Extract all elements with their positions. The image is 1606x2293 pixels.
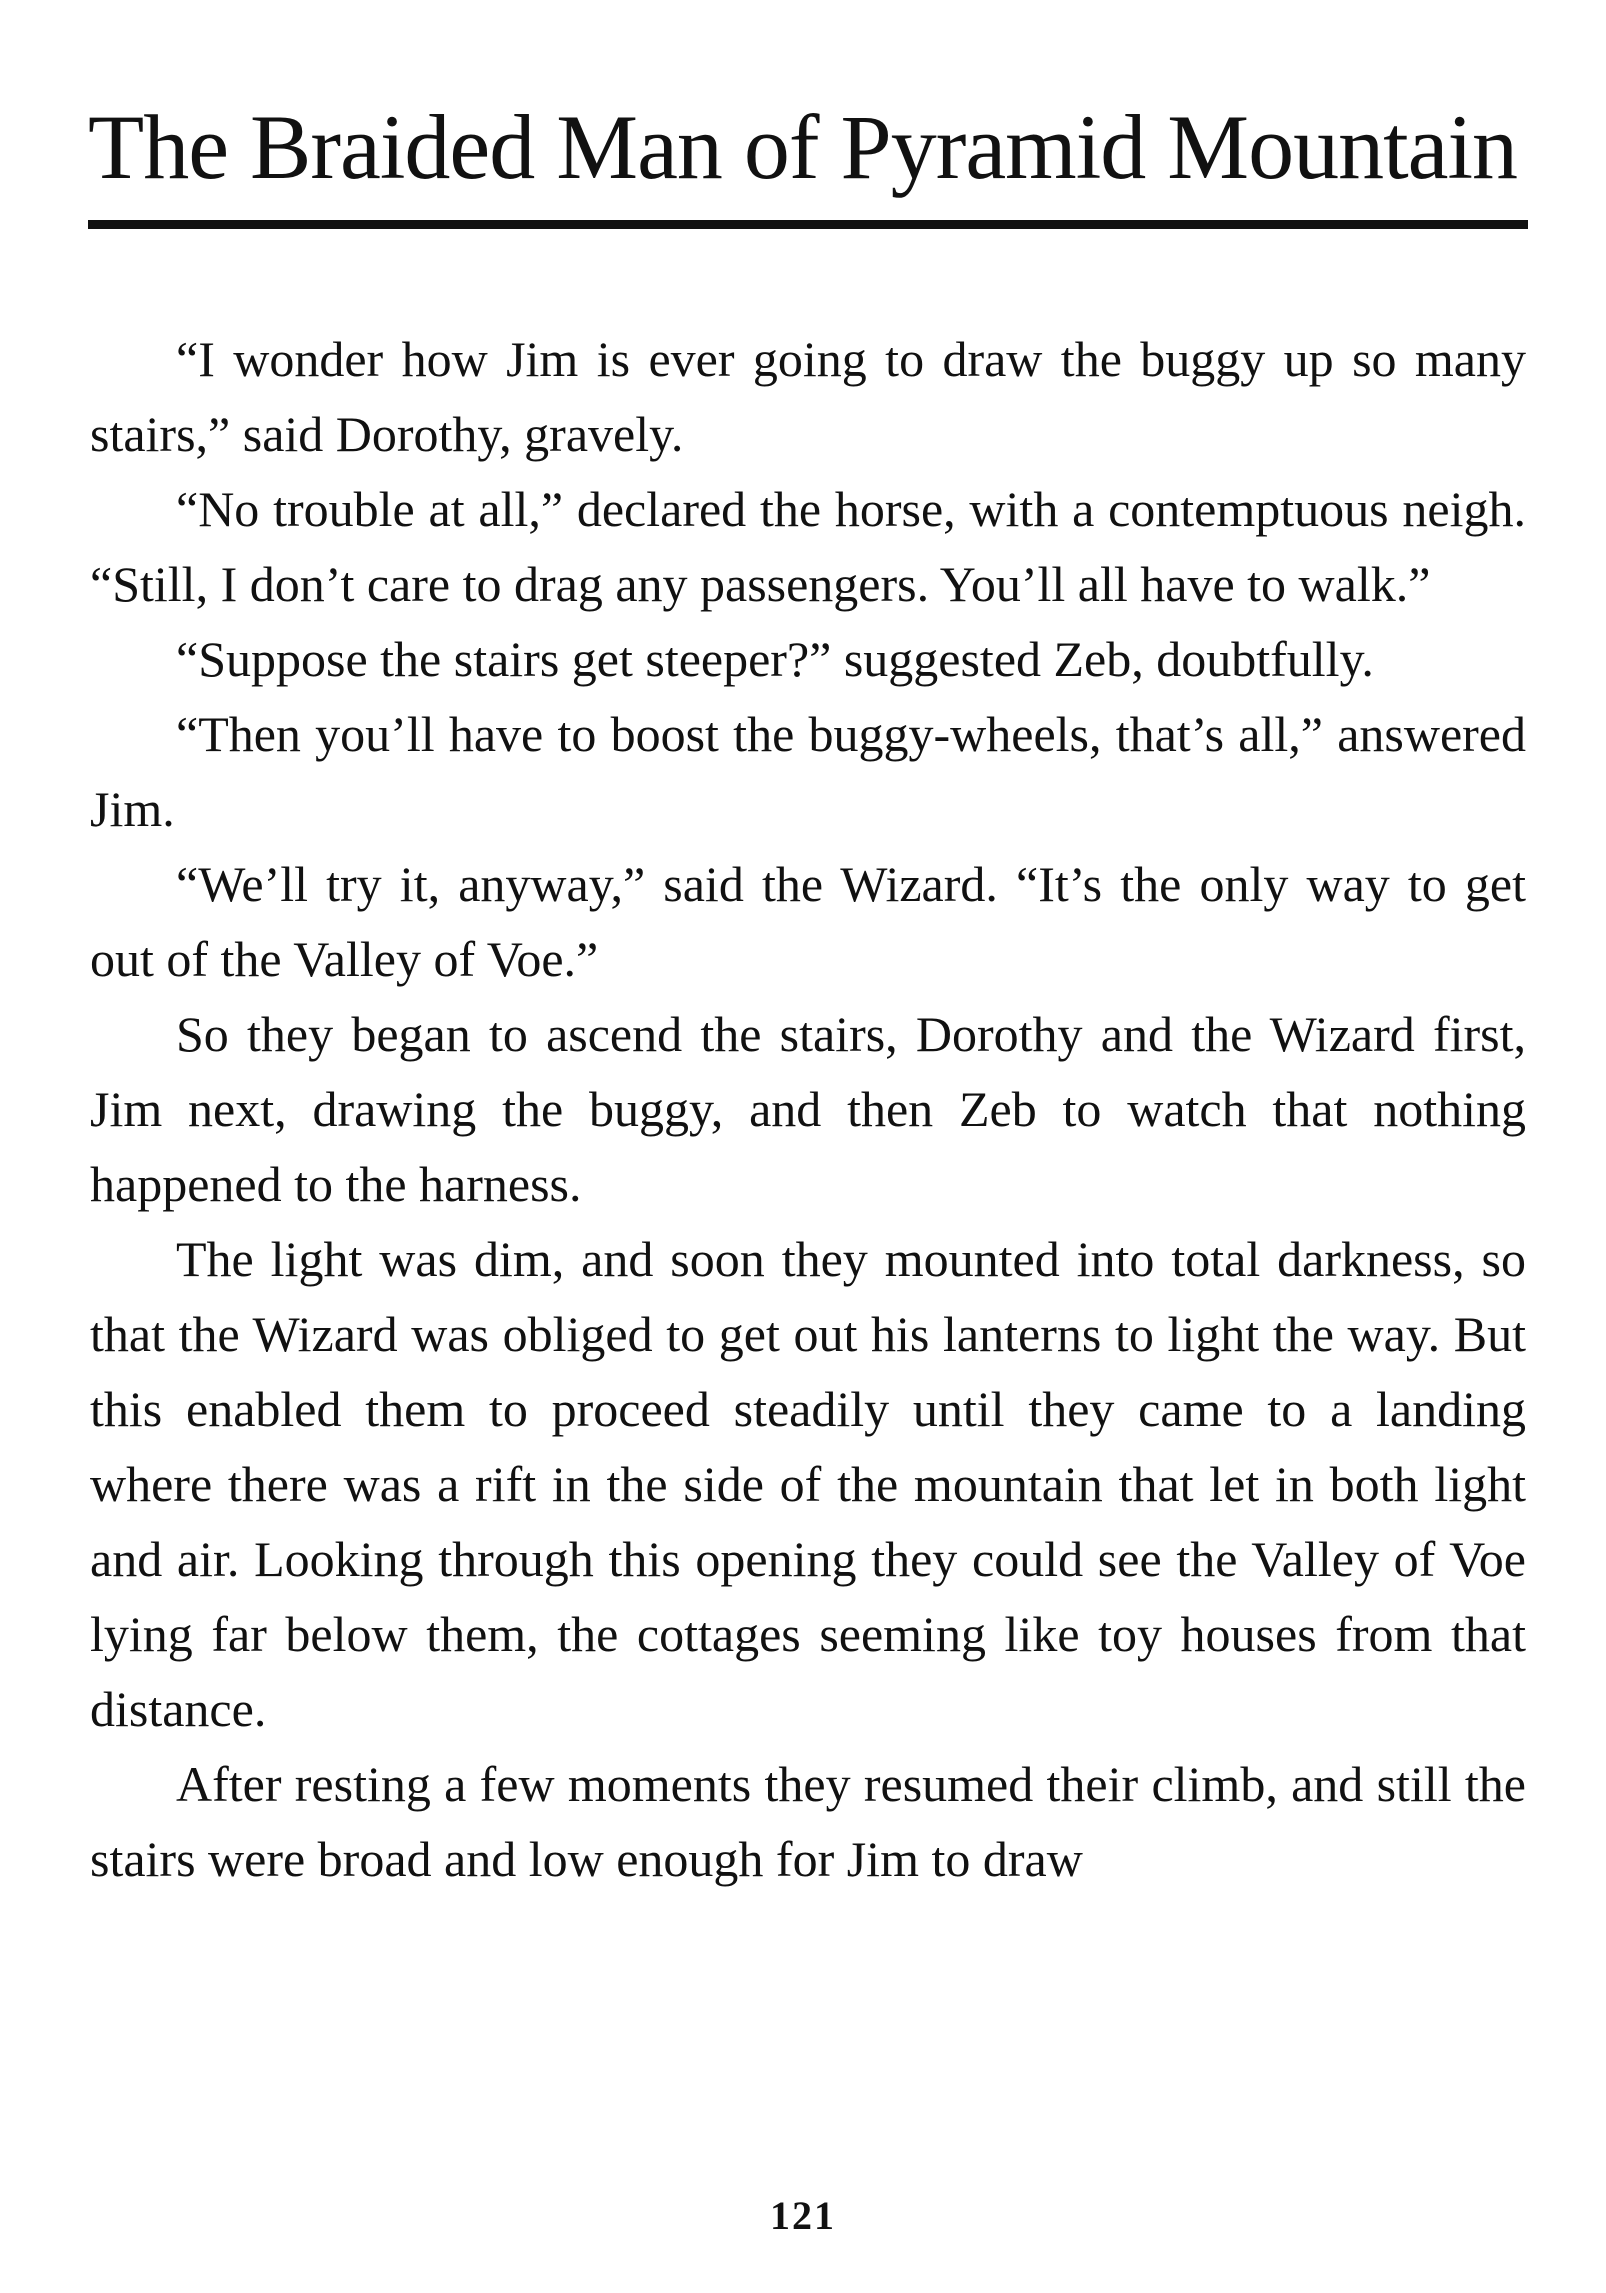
paragraph: So they began to ascend the stairs, Dorothy and the Wizard first, Jim next, drawing the buggy, and then Zeb to watch that nothing happened to the harness.: [90, 1006, 1526, 1212]
body-text: [90, 322, 1526, 1897]
title-rule: [88, 220, 1528, 229]
paragraph: “No trouble at all,” declared the horse, with a contemptuous neigh. “Still, I don’t care to drag any passengers. You’ll all have to walk.”: [90, 481, 1526, 612]
paragraph: “We’ll try it, anyway,” said the Wizard. “It’s the only way to get out of the Valley of Voe.”: [90, 856, 1526, 987]
paragraph: After resting a few moments they resumed their climb, and still the stairs were broad and low enough for Jim to draw: [90, 1756, 1526, 1887]
paragraph: “Then you’ll have to boost the buggy-wheels, that’s all,” answered Jim.: [90, 706, 1526, 837]
paragraph: “Suppose the stairs get steeper?” suggested Zeb, doubtfully.: [176, 631, 1374, 687]
paragraph: The light was dim, and soon they mounted into total darkness, so that the Wizard was obliged to get out his lanterns to light the way. But this enabled them to proceed steadily until they came to a landing where there was a rift in the side of the mountain that let in both light and air. Looking through this opening they could see the Valley of Voe lying far below them, the cottages seeming like toy houses from that distance.: [90, 1231, 1526, 1737]
page-title: The Braided Man of Pyramid Mountain: [88, 96, 1518, 198]
page-header: [88, 92, 1528, 202]
paragraph: “I wonder how Jim is ever going to draw the buggy up so many stairs,” said Dorothy, gravely.: [90, 331, 1526, 462]
page-number: 121: [770, 2193, 836, 2238]
